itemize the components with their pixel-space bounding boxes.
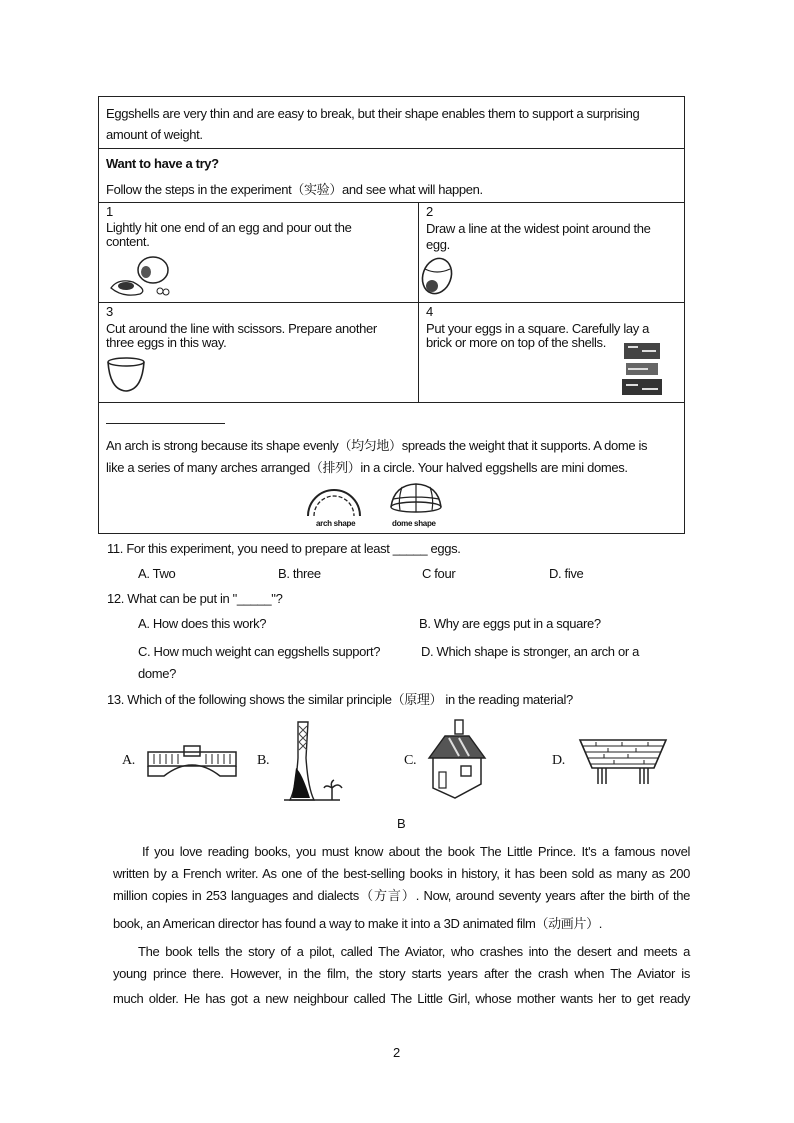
passage-line: book, an American director has found a way to make it into a 3D animated film（动画片）. [113,916,603,931]
passage-line: written by a French writer. As one of the best-selling books in history, it has been sold as many as 200 [113,866,690,881]
divider [98,302,685,303]
step-number: 3 [106,304,113,319]
passage-line: The book tells the story of a pilot, called The Aviator, who crashes into the desert and meets a [138,944,690,959]
step-text: Cut around the line with scissors. Prepare another [106,321,377,336]
step-text: Lightly hit one end of an egg and pour out the [106,220,352,235]
q11-option-b[interactable]: B. three [278,566,321,581]
q12-option-c[interactable]: C. How much weight can eggshells support? [138,644,381,659]
eggshell-half-illustration [106,356,146,394]
tower-illustration[interactable] [284,718,348,804]
question-13: 13. Which of the following shows the similar principle（原理） in the reading material? [107,692,573,707]
intro-text: Eggshells are very thin and are easy to break, but their shape enables them to support a surprising [106,106,640,121]
q11-option-d[interactable]: D. five [549,566,584,581]
page-number: 2 [393,1045,400,1060]
follow-steps-text: Follow the steps in the experiment（实验）and see what will happen. [106,182,483,197]
q13-label-a[interactable]: A. [122,753,135,768]
divider [418,202,419,402]
q12-option-d[interactable]: D. Which shape is stronger, an arch or a [421,644,639,659]
q13-label-c[interactable]: C. [404,753,417,768]
bricks-on-shells-illustration [620,341,664,399]
egg-pour-illustration [108,252,174,300]
intro-text: amount of weight. [106,127,203,142]
q12-option-b[interactable]: B. Why are eggs put in a square? [419,616,601,631]
arch-text: like a series of many arches arranged（排列）in a circle. Your halved eggshells are mini domes. [106,460,628,475]
passage-line: much older. He has got a new neighbour called The Little Girl, whose mother wants her to get ready [113,991,690,1006]
dome-caption: dome shape [392,519,436,528]
step-number: 4 [426,304,433,319]
answer-blank-line [106,423,225,424]
arch-shape-illustration [304,484,364,518]
arch-caption: arch shape [316,519,356,528]
q13-label-b[interactable]: B. [257,753,270,768]
house-illustration[interactable] [425,718,489,802]
divider [98,402,685,403]
passage-line: If you love reading books, you must know about the book The Little Prince. It's a famous novel [142,844,690,859]
dome-shape-illustration [388,481,444,515]
question-11: 11. For this experiment, you need to prepare at least _____ eggs. [107,541,461,556]
q12-option-d-cont[interactable]: dome? [138,666,176,681]
step-text: Put your eggs in a square. Carefully lay a [426,321,650,336]
step-text: content. [106,234,150,249]
step-text: three eggs in this way. [106,335,227,350]
step-text: brick or more on top of the shells. [426,335,606,350]
passage-line: young prince there. However, in the film, the story starts years after the crash when The Aviator is [113,966,690,981]
question-12: 12. What can be put in "_____"? [107,591,283,606]
arch-text: An arch is strong because its shape evenly（均匀地）spreads the weight that it supports. A dome is [106,438,648,453]
passage-line: million copies in 253 languages and dialects（方言）. Now, around seventy years after the birth of the [113,888,690,903]
pavilion-illustration[interactable] [578,738,668,786]
divider [98,148,685,149]
egg-line-illustration [420,255,454,297]
step-number: 1 [106,204,113,219]
step-text: egg. [426,237,450,252]
section-b-heading: B [397,816,406,831]
try-heading: Want to have a try? [106,156,219,171]
bridge-illustration[interactable] [146,742,238,778]
q13-label-d[interactable]: D. [552,753,565,768]
step-text: Draw a line at the widest point around the [426,221,651,236]
divider [98,202,685,203]
q11-option-c[interactable]: C four [422,566,456,581]
q11-option-a[interactable]: A. Two [138,566,176,581]
step-number: 2 [426,204,433,219]
q12-option-a[interactable]: A. How does this work? [138,616,267,631]
